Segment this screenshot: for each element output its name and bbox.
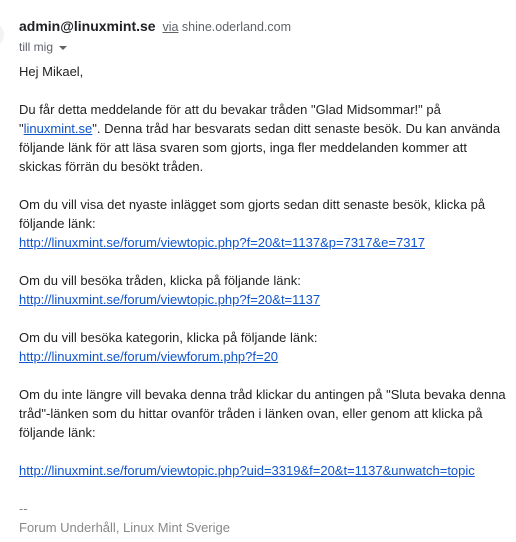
message-header bbox=[19, 17, 291, 55]
paragraph-thread: Om du vill besöka tråden, klicka på följande länk: bbox=[19, 273, 301, 288]
recipient-toggle[interactable] bbox=[19, 39, 291, 55]
notice-text-before: Du får detta meddelande för att du bevakar tråden "Glad Midsommar!" på " bbox=[19, 102, 441, 136]
greeting: Hej Mikael, bbox=[19, 64, 84, 79]
paragraph-notice bbox=[19, 100, 509, 176]
site-link[interactable]: linuxmint.se bbox=[23, 121, 93, 136]
signature-separator: -- bbox=[19, 501, 28, 516]
caret-down-icon[interactable] bbox=[59, 46, 67, 50]
recipient-label: till mig bbox=[19, 40, 54, 54]
from-line bbox=[19, 17, 291, 36]
via-domain: shine.oderland.com bbox=[181, 20, 292, 34]
paragraph-newest: Om du vill visa det nyaste inlägget som gjorts sedan ditt senaste besök, klicka på följande länk: bbox=[19, 197, 486, 231]
via-link[interactable]: via bbox=[162, 20, 179, 34]
paragraph-unwatch: Om du inte längre vill bevaka denna tråd klickar du antingen på "Sluta bevaka denna tråd"-länken som du hittar ovanför tråden i länken ovan, eller genom att klicka på följande länk: bbox=[19, 387, 506, 440]
via-info bbox=[162, 20, 291, 34]
signature-name: Forum Underhåll, Linux Mint Sverige bbox=[19, 520, 230, 535]
unwatch-link[interactable]: http://linuxmint.se/forum/viewtopic.php?uid=3319&f=20&t=1137&unwatch=topic bbox=[19, 463, 475, 478]
thread-link[interactable]: http://linuxmint.se/forum/viewtopic.php?f=20&t=1137 bbox=[19, 292, 321, 307]
sender-address[interactable]: admin@linuxmint.se bbox=[19, 18, 156, 34]
category-link[interactable]: http://linuxmint.se/forum/viewforum.php?f=20 bbox=[19, 349, 279, 364]
notice-text-after: ". Denna tråd har besvarats sedan ditt senaste besök. Du kan använda följande länk för att läsa svaren som gjorts, inga fler meddelanden kommer att skickas förrän du besökt tråden. bbox=[19, 121, 501, 174]
message-body bbox=[19, 62, 509, 537]
sender-avatar[interactable] bbox=[0, 22, 4, 48]
paragraph-category: Om du vill besöka kategorin, klicka på följande länk: bbox=[19, 330, 318, 345]
newest-post-link[interactable]: http://linuxmint.se/forum/viewtopic.php?f=20&t=1137&p=7317&e=7317 bbox=[19, 235, 425, 250]
